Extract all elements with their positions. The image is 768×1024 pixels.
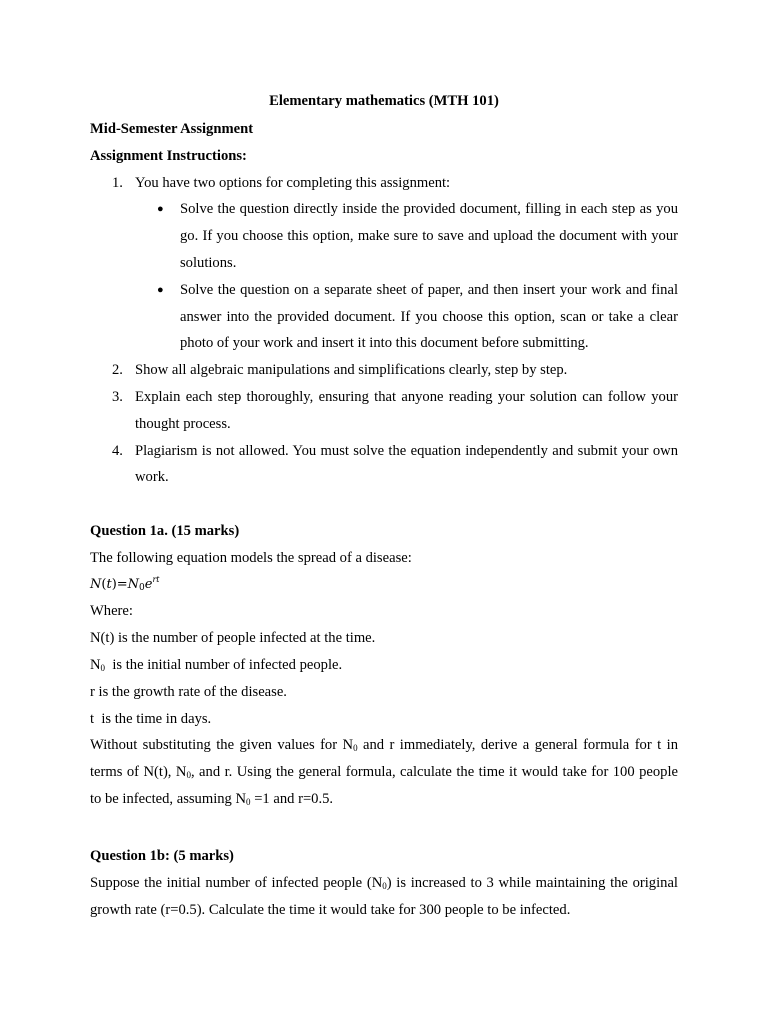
instructions-heading: Assignment Instructions:	[90, 147, 247, 164]
bullet-icon: ●	[157, 203, 164, 216]
definition-nt: N(t) is the number of people infected at the time.	[90, 630, 376, 647]
assignment-subtitle: Mid-Semester Assignment	[90, 121, 254, 137]
where-label: Where:	[90, 603, 133, 620]
list-item	[90, 438, 678, 492]
question-1a-section	[90, 518, 678, 813]
list-number: 2.	[112, 362, 123, 379]
question-1b-text: Suppose the initial number of infected people $(N_0)$ is increased to 3 while maintaining the original growth rate (r=0.5). Calculate the time it would take for 300 people to be infected.	[90, 874, 678, 918]
growth-formula: $N(t)=N_0e^{rt}$	[90, 574, 160, 593]
question-1b-heading: Question 1b: (5 marks)	[90, 848, 234, 864]
definition-r: r is the growth rate of the disease.	[90, 683, 287, 700]
list-item-text: You have two options for completing this assignment:	[135, 174, 451, 191]
instructions-section	[90, 116, 678, 491]
list-item	[135, 277, 678, 357]
question-1b-section	[90, 843, 678, 923]
question-1a-task: Without substituting the given values for $N_0$ and r immediately, derive a general formula for t in terms of N(t), $N_0$, and r. Using the general formula, calculate the time it would take for 100 people to be infected, assuming $N_0 =1$ and r=0.5.	[90, 737, 679, 807]
list-item-text: Show all algebraic manipulations and simplifications clearly, step by step.	[135, 362, 568, 379]
list-item	[90, 384, 678, 438]
list-item-text: Plagiarism is not allowed. You must solve the equation independently and submit your own work.	[135, 442, 678, 486]
list-item-text: Solve the question directly inside the provided document, filling in each step as you go. If you choose this option, make sure to save and upload the document with your solutions.	[180, 201, 678, 271]
document-title: Elementary mathematics (MTH 101)	[269, 93, 499, 109]
list-item-text: Explain each step thoroughly, ensuring that anyone reading your solution can follow your thought process.	[135, 388, 678, 432]
list-number: 1.	[112, 174, 123, 191]
list-number: 3.	[112, 388, 123, 405]
question-1a-intro: The following equation models the spread of a disease:	[90, 549, 412, 566]
list-item	[90, 357, 678, 384]
list-item-text: Solve the question on a separate sheet of paper, and then insert your work and final answer into the provided document. If you choose this option, scan or take a clear photo of your work and insert it into this document before submitting.	[180, 281, 678, 352]
list-item	[90, 170, 678, 358]
list-item	[135, 196, 678, 276]
instructions-list	[90, 170, 678, 492]
bullet-icon: ●	[157, 283, 164, 296]
definition-n0: $N_0$ is the initial number of infected people.	[90, 656, 343, 673]
question-1a-heading: Question 1a. (15 marks)	[90, 523, 240, 539]
definition-t: t is the time in days.	[90, 710, 212, 727]
list-number: 4.	[112, 442, 123, 459]
options-list	[135, 196, 678, 357]
